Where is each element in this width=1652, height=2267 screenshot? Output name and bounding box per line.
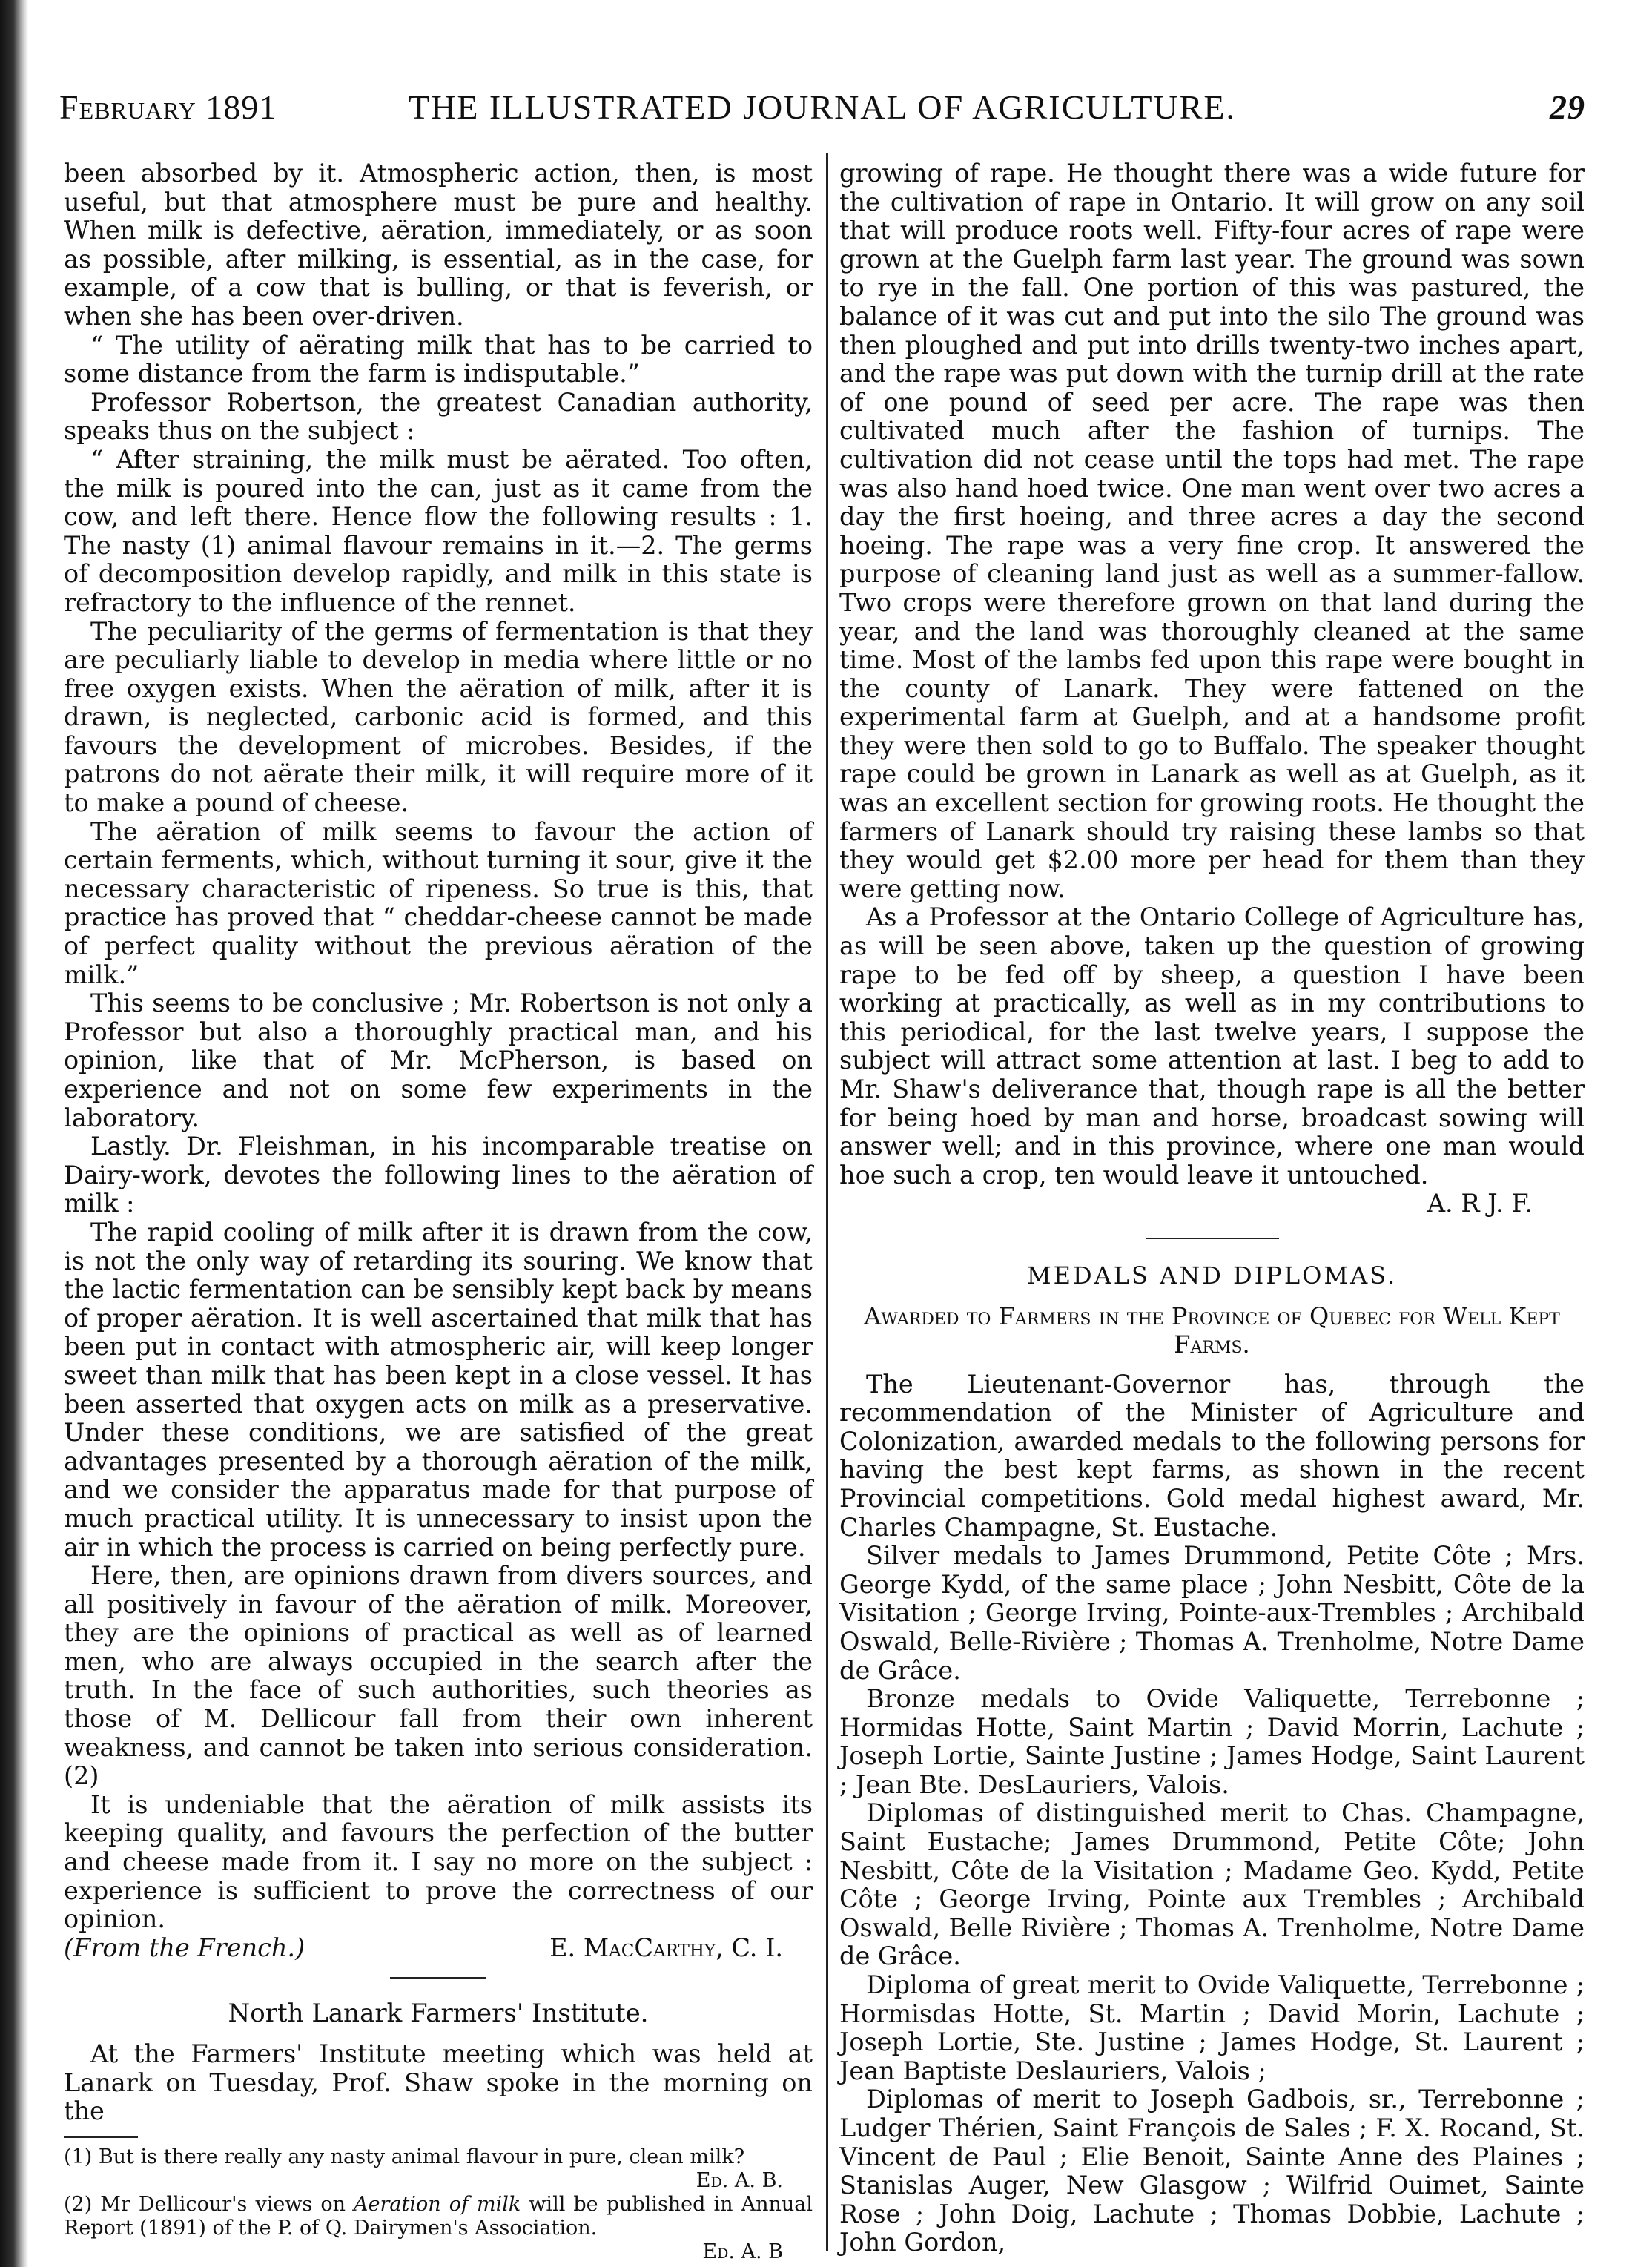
article-paragraph: Lastly. Dr. Fleishman, in his incomparable treatise on Dairy-work, devotes the following lines to the aëration of milk : (64, 1132, 813, 1218)
article-paragraph: The aëration of milk seems to favour the action of certain ferments, which, without turning it sour, give it the necessary characteristic of ripeness. So true is this, that practice has proved that “ cheddar-cheese cannot be made of perfect quality without the previous aëration of the milk.” (64, 816, 813, 989)
article-paragraph: growing of rape. He thought there was a wide future for the cultivation of rape in Ontario. It will grow on any soil that will produce roots well. Fifty-four acres of rape were grown at the Guelph farm last year. The ground was sown to rye in the fall. One portion of this was pastured, the balance of it was cut and put into the silo The ground was then ploughed and put into drills twenty-two inches apart, and the rape was put down with the turnip drill at the rate of one pound of seed per acre. The rape was then cultivated much after the fashion of turnips. The cultivation did not cease until the tops had met. The rape was also hand hoed twice. One man went over two acres a day the first hoeing, and three acres a day the second hoeing. The rape was a very fine crop. It answered the purpose of cleaning land just as well as a summer-fallow. Two crops were therefore grown on that land during the year, and the land was thoroughly cleaned at the same time. Most of the lambs fed upon this rape were bought in the county of Lanark. They were fattened on the experimental farm at Guelph, and at a handsome profit they were then sold to go to Buffalo. The speaker thought rape could be grown in Lanark as well as at Guelph, as it was an excellent section for growing roots. He thought the farmers of Lanark should try raising these lambs so that they would get $2.00 more per head for them than they were getting now. (839, 159, 1585, 903)
footnote-1: (1) But is there really any nasty animal flavour in pure, clean milk? (64, 2145, 745, 2168)
section-title-north-lanark: North Lanark Farmers' Institute. (228, 1999, 649, 2029)
medals-paragraph: Bronze medals to Ovide Valiquette, Terrebonne ; Hormidas Hotte, Saint Martin ; David Morrin, Lachute ; Joseph Lortie, Sainte Justine ; James Hodge, Saint Laurent ; Jean Bte. DesLauriers, Valois. (839, 1684, 1585, 1799)
article-paragraph: “ The utility of aërating milk that has to be carried to some distance from the farm is indisputable.” (64, 330, 813, 389)
section-paragraph: At the Farmers' Institute meeting which was held at Lanark on Tuesday, Prof. Shaw spoke in the morning on the (64, 2039, 813, 2126)
section-rule (390, 1977, 486, 1979)
article-paragraph: “ After straining, the milk must be aërated. Too often, the milk is poured into the can, just as it came from the cow, and left there. Hence flow the following results : 1. The nasty (1) animal flavour remains in it.—2. The germs of decomposition develop rapidly, and milk in this state is refractory to the influence of the rennet. (64, 444, 813, 617)
section-subtitle-medals: Awarded to Farmers in the Province of Quebec for Well Kept Farms. (864, 1301, 1560, 1359)
article-signature: A. R J. F. (1427, 1189, 1533, 1218)
left-column (64, 159, 813, 2264)
medals-paragraph: Diplomas of merit to Joseph Gadbois, sr., Terrebonne ; Ludger Thérien, Saint François de Sales ; F. X. Rocand, St. Vincent de Paul ; Elie Benoit, Sainte Anne des Plaines ; Stanislas Auger, New Glasgow ; Wilfrid Ouimet, Sainte Rose ; John Doig, Lachute ; Thomas Dobbie, Lachute ; John Gordon, (839, 2085, 1585, 2257)
medals-paragraph: Silver medals to James Drummond, Petite Côte ; Mrs. George Kydd, of the same place ; John Nesbitt, Côte de la Visitation ; George Irving, Pointe-aux-Trembles ; Archibald Oswald, Belle-Rivière ; Thomas A. Trenholme, Notre Dame de Grâce. (839, 1541, 1585, 1685)
article-paragraph: The rapid cooling of milk after it is drawn from the cow, is not the only way of retarding its souring. We know that the lactic fermentation can be sensibly kept back by means of proper aëration. It is well ascertained that milk that has been put in contact with atmospheric air, will keep longer sweet than milk that has been kept in a close vessel. It has been asserted that oxygen acts on milk as a preservative. Under these conditions, we are satisfied of the great advantages presented by a thorough aëration of the milk, and we consider the apparatus made for that purpose of much practical utility. It is unnecessary to insist upon the air in which the process is carried on being perfectly pure. (64, 1217, 813, 1562)
article-signature (64, 1934, 813, 1963)
article-paragraph: As a Professor at the Ontario College of Agriculture has, as will be seen above, taken up the question of growing rape to be fed off by sheep, a question I have been working at practically, as well as in my contributions to this periodical, for the last twelve years, I suppose the subject will attract some attention at last. I beg to add to Mr. Shaw's deliverance that, though rape is all the better for being hoed by man and horse, broadcast sowing will answer well; and in this province, where one man would hoe such a crop, ten would leave it untouched. (839, 902, 1585, 1189)
article-paragraph: been absorbed by it. Atmospheric action, then, is most useful, but that atmosphere must be pure and healthy. When milk is defective, aëration, immediately, or as soon as possible, after milking, is essential, as in the case, for example, of a cow that is bulling, or that is feverish, or when she has been over-driven. (64, 159, 813, 331)
journal-title: THE ILLUSTRATED JOURNAL OF AGRICULTURE. (409, 88, 1236, 126)
medals-paragraph: Diplomas of distinguished merit to Chas. Champagne, Saint Eustache; James Drummond, Petite Côte; John Nesbitt, Côte de la Visitation ; Madame Geo. Kydd, Petite Côte ; George Irving, Pointe aux Trembles ; Archibald Oswald, Belle Rivière ; Thomas A. Trenholme, Notre Dame de Grâce. (839, 1798, 1585, 1971)
footnotes (64, 2145, 813, 2264)
right-column (839, 159, 1585, 2257)
footnote-2-suffix: will be published in Annual Report (1891) of the P. of Q. Dairymen's Association. (64, 2192, 813, 2240)
page-number: 29 (1550, 88, 1585, 126)
issue-date: February 1891 (59, 88, 277, 126)
section-rule (1146, 1238, 1279, 1239)
article-paragraph: The peculiarity of the germs of fermentation is that they are peculiarly liable to develop in media where little or no free oxygen exists. When the aëration of milk, after it is drawn, is neglected, carbonic acid is formed, and this favours the development of microbes. Besides, if the patrons do not aërate their milk, it will require more of it to make a pound of cheese. (64, 616, 813, 818)
page-header (59, 88, 1585, 139)
medals-paragraph: Diploma of great merit to Ovide Valiquette, Terrebonne ; Hormisdas Hotte, St. Martin ; David Morin, Lachute ; Joseph Lortie, Ste. Justine ; James Hodge, St. Laurent ; Jean Baptiste Deslauriers, Valois ; (839, 1970, 1585, 2085)
signature-source: (From the French.) (64, 1933, 305, 1962)
medals-paragraph: The Lieutenant-Governor has, through the recommendation of the Minister of Agriculture and Colonization, awarded medals to the following persons for having the best kept farms, as shown in the recent Provincial competitions. Gold medal highest award, Mr. Charles Champagne, St. Eustache. (839, 1369, 1585, 1542)
article-paragraph: Here, then, are opinions drawn from divers sources, and all positively in favour of the aëration of milk. Moreover, they are the opinions of practical as well as of learned men, who are always occupied in the search after the truth. In the face of such authorities, such theories as those of M. Dellicour fall from their own inherent weakness, and cannot be taken into serious consideration. (2) (64, 1561, 813, 1791)
signature-author: E. MacCarthy, C. I. (549, 1933, 783, 1962)
article-paragraph: It is undeniable that the aëration of milk assists its keeping quality, and favours the perfection of the butter and cheese made from it. I say no more on the subject : experience is sufficient to prove the correctness of our opinion. (64, 1789, 813, 1934)
article-paragraph: This seems to be conclusive ; Mr. Robertson is not only a Professor but also a thoroughly practical man, and his opinion, like that of Mr. McPherson, is based on experience and not on some few experiments in the laboratory. (64, 989, 813, 1132)
footnote-2-italic: Aeration of milk (354, 2192, 521, 2216)
article-paragraph: Professor Robertson, the greatest Canadian authority, speaks thus on the subject : (64, 387, 813, 446)
footnote-2-editor: Ed. A. B (702, 2240, 783, 2263)
section-title-medals: MEDALS AND DIPLOMAS. (1026, 1261, 1398, 1290)
page-binding-edge (0, 0, 28, 2267)
footnote-rule (64, 2136, 138, 2138)
column-divider (826, 153, 828, 2251)
footnote-2 (64, 2193, 813, 2240)
footnote-2-prefix: (2) Mr Dellicour's views on (64, 2192, 354, 2216)
footnote-1-editor: Ed. A. B. (696, 2168, 783, 2192)
